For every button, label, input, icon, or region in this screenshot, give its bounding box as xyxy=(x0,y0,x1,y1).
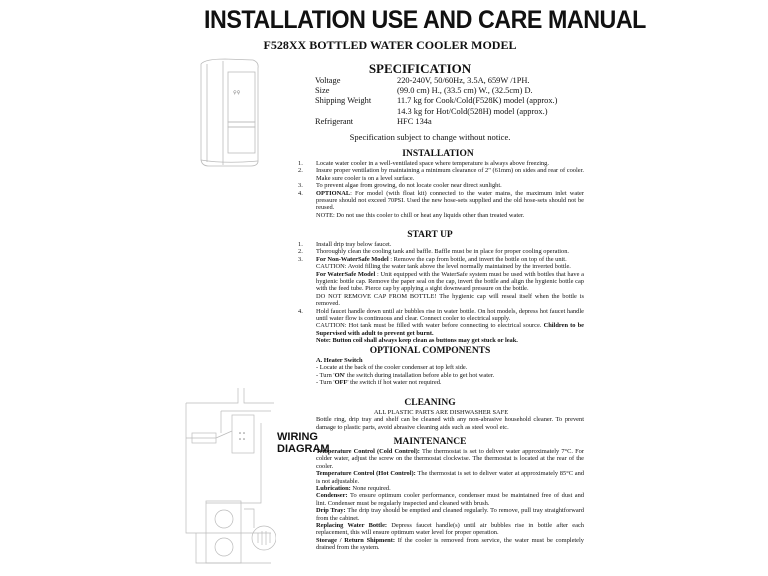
item-text: None required. xyxy=(350,485,391,493)
list-item xyxy=(298,190,584,212)
item-text: Depress faucet handle(s) until air bubbles rise in bottle after each replacement, this will ensure optimum water level for proper operation. xyxy=(316,522,584,537)
model-subtitle: F528XX BOTTLED WATER COOLER MODEL xyxy=(263,38,517,52)
wiring-diagram-label xyxy=(277,431,330,455)
installation-list xyxy=(298,160,584,219)
cleaning-subheading: ALL PLASTIC PARTS ARE DISHWASHER SAFE xyxy=(373,409,509,416)
list-item xyxy=(298,182,584,189)
maintenance-item xyxy=(298,507,584,522)
item-text: To prevent algae from growing, do not locate cooler near direct sunlight. xyxy=(316,182,502,190)
specification-heading: SPECIFICATION xyxy=(368,61,472,76)
item-text: Locate water cooler in a well-ventilated space where temperature is always above freezing. xyxy=(316,160,549,167)
manual-title: INSTALLATION USE AND CARE MANUAL xyxy=(204,6,646,34)
spec-row-weight-hot xyxy=(315,107,557,117)
item-bold: Replacing Water Bottle: xyxy=(316,522,388,530)
maintenance-item xyxy=(298,537,584,552)
text-part: - Turn ' xyxy=(316,379,335,387)
item-bold: Temperature Control (Hot Control): xyxy=(316,470,416,478)
note-text xyxy=(298,337,584,344)
spec-label: Refrigerant xyxy=(315,116,354,126)
cleaning-text: Bottle ring, drip tray and shelf can be cleaned with any non-abrasive household cleaner. To prevent damage to plastic parts, avoid abrasive cleaning aids such as steel wool etc. xyxy=(316,416,584,431)
list-item xyxy=(298,248,584,255)
list-item xyxy=(298,256,584,263)
wiring-label-line2: DIAGRAM xyxy=(277,443,330,455)
spec-value: 220-240V, 50/60Hz, 3.5A, 659W /1PH. xyxy=(397,76,530,85)
caution-bold: Children to be Supervised with adult to prevent get burnt. xyxy=(316,322,585,337)
maintenance-item xyxy=(298,522,584,537)
installation-note: NOTE: Do not use this cooler to chill or heat any liquids other than treated water. xyxy=(316,211,525,219)
item-number: 1. xyxy=(298,241,303,248)
installation-heading: INSTALLATION xyxy=(402,149,474,159)
item-text-rest: : Unit equipped with the WaterSafe system must be used with bottles that have a hygienic bottle cap. Remove the paper seal on the cap, invert the bottle and align the hygienic bottle cap with the feed tube. Pierce cap by applying a sight downward pressure on the bottle. xyxy=(316,270,585,293)
spec-row-size xyxy=(315,86,557,96)
item-text: Insure proper ventilation by maintaining a minimum clearance of 2" (61mm) on sides and rear of cooler. Make sure cooler is on a level surface. xyxy=(316,167,584,182)
list-item xyxy=(298,160,584,167)
text-part: ' the switch if hot water not required. xyxy=(347,379,442,387)
list-item xyxy=(298,308,584,323)
note-bold: Note: Button coil shall always keep clean as buttons may get stuck or leak. xyxy=(316,337,518,345)
heater-switch-title xyxy=(298,357,584,364)
spec-value: 11.7 kg for Cook/Cold(F528K) model (approx.) xyxy=(397,96,558,106)
maintenance-item xyxy=(298,470,584,485)
item-text xyxy=(316,190,584,212)
item-bold: Condenser: xyxy=(316,492,348,500)
warning-text: DO NOT REMOVE CAP FROM BOTTLE! The hygienic cap will reseal itself when the bottle is removed. xyxy=(316,292,584,308)
startup-list xyxy=(298,241,584,345)
water-cooler-illustration xyxy=(195,58,265,170)
item-number: 2. xyxy=(298,167,303,175)
item-number: 1. xyxy=(298,160,303,167)
list-item xyxy=(298,241,584,248)
caution-text-rest: CAUTION: Hot tank must be filled with water before connecting to electrical source. xyxy=(316,322,544,330)
list-item xyxy=(298,167,584,182)
item-text: Hold faucet handle down until air bubbles rise in water bottle. On hot models, depress hot faucet handle until water flow is continuous and clear. Connect cooler to electrical supply. xyxy=(316,307,584,323)
item-bold: For WaterSafe Model xyxy=(316,270,376,278)
item-text: Install drip tray below faucet. xyxy=(316,241,392,248)
optional-line: - Locate at the back of the cooler condenser at top left side. xyxy=(316,364,468,372)
text-bold: ON xyxy=(334,371,345,379)
spec-label: Size xyxy=(315,86,330,96)
spec-label: Shipping Weight xyxy=(315,96,372,106)
item-text: To ensure optimum cooler performance, condenser must be maintained free of dust and lint. Condenser must be regularly inspected and cleaned with brush. xyxy=(316,492,584,507)
item-bold: For Non-WaterSafe Model xyxy=(316,255,389,263)
item-bold: Storage / Return Shipment: xyxy=(316,536,395,544)
heater-switch-label: A. Heater Switch xyxy=(316,357,363,364)
specification-note: Specification subject to change without notice. xyxy=(349,132,511,142)
item-bold: Lubrication: xyxy=(316,485,351,493)
item-number: 4. xyxy=(298,189,303,197)
maintenance-item xyxy=(298,485,584,492)
text-part: ' the switch during installation before able to get hot water. xyxy=(344,371,495,379)
specification-table xyxy=(315,76,557,127)
item-number: 4. xyxy=(298,307,303,315)
wiring-label-line1: WIRING xyxy=(277,431,318,443)
item-number: 3. xyxy=(298,182,303,190)
item-text-rest: : For model (with float kit) connected to the water mains, the maximum inlet water pressure should not exceed 70PSI. Used the new hose-sets supplied and the old hose-sets should not be reused. xyxy=(316,189,584,212)
spec-label: Voltage xyxy=(315,76,341,85)
spec-value: 14.3 kg for Hot/Cold(528H) model (approx.) xyxy=(397,106,548,116)
item-text: The drip tray should be emptied and cleaned regularly. To remove, pull tray straightforward from the cabinet. xyxy=(316,507,584,522)
spec-row-weight xyxy=(315,96,557,106)
spec-value: HFC 134a xyxy=(397,116,432,126)
spec-row-voltage xyxy=(315,76,557,86)
cleaning-section xyxy=(298,409,584,431)
caution-text: CAUTION: Avoid filling the water tank above the level normally maintained by the inverted bottle. xyxy=(316,263,571,271)
caution-text xyxy=(298,322,584,337)
item-bold: Drip Tray: xyxy=(316,507,346,515)
spec-value: (99.0 cm) H., (33.5 cm) W., (32.5cm) D. xyxy=(397,86,533,96)
wiring-diagram xyxy=(176,383,276,568)
item-text: Thoroughly clean the cooling tank and baffle. Baffle must be in place for proper cooling operation. xyxy=(316,248,570,256)
item-text: The thermostat is set to deliver water approximately 7°C. For colder water, adjust the screw on the thermostat clockwise. The thermostat is located at the rear of the cooler. xyxy=(316,448,584,470)
text-bold: OFF xyxy=(334,379,348,387)
spec-row-refrigerant xyxy=(315,117,557,127)
maintenance-item xyxy=(298,448,584,470)
svg-text:♀♀: ♀♀ xyxy=(233,90,241,96)
watersafe-text xyxy=(298,271,584,293)
maintenance-item xyxy=(298,492,584,507)
spec-label xyxy=(315,107,397,117)
item-bold: Temperature Control (Cold Control): xyxy=(316,448,420,455)
item-number: 2. xyxy=(298,248,303,256)
optional-list xyxy=(298,357,584,387)
maintenance-list xyxy=(298,448,584,552)
cleaning-heading: CLEANING xyxy=(404,398,456,408)
optional-line xyxy=(298,372,584,379)
text-part: - Turn ' xyxy=(316,371,335,379)
optional-line xyxy=(298,379,584,386)
startup-heading: START UP xyxy=(407,230,453,240)
item-number: 3. xyxy=(298,255,303,263)
maintenance-heading: MAINTENANCE xyxy=(393,437,467,447)
optional-heading: OPTIONAL COMPONENTS xyxy=(369,346,491,356)
item-text: The thermostat is set to deliver water at approximately 85°C and is not adjustable. xyxy=(316,470,584,485)
item-bold: OPTIONAL xyxy=(316,189,351,197)
item-text xyxy=(316,256,584,263)
item-text: If the cooler is removed from service, the water must be completely drained from the system. xyxy=(316,536,584,552)
item-text-rest: : Remove the cap from bottle, and invert the bottle on top of the unit. xyxy=(388,255,567,263)
